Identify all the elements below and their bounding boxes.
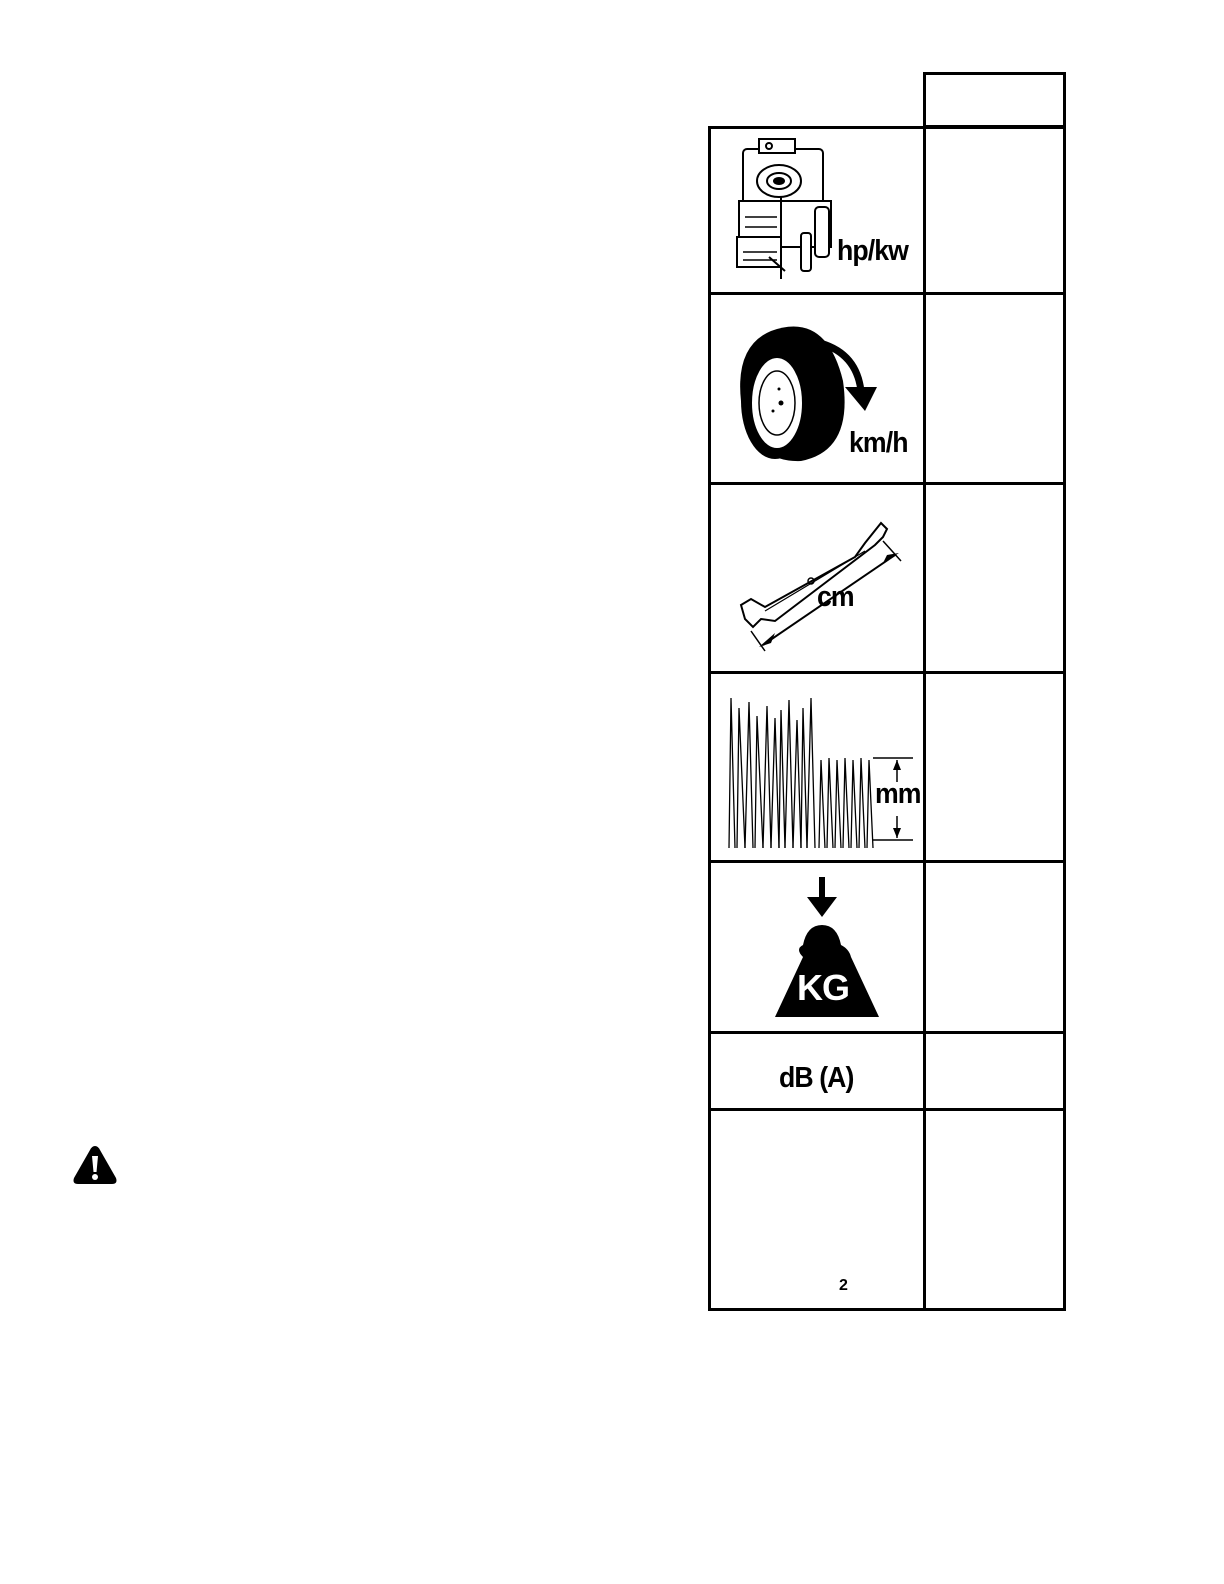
weight-label: KG bbox=[797, 967, 849, 1008]
engine-value-cell bbox=[923, 126, 1066, 295]
noise-unit: dB (A) bbox=[779, 1062, 854, 1094]
speed-unit: km/h bbox=[849, 427, 908, 459]
engine-power-unit: hp/kw bbox=[837, 235, 908, 267]
speed-value-cell bbox=[923, 292, 1066, 485]
grass-height-icon bbox=[723, 688, 923, 858]
speed-row-label bbox=[708, 292, 925, 485]
engine-icon bbox=[729, 137, 849, 287]
noise-row-label bbox=[708, 1031, 925, 1111]
noise-value-cell bbox=[923, 1031, 1066, 1111]
cut-height-value-cell bbox=[923, 671, 1066, 863]
blank-row-label bbox=[708, 1108, 925, 1311]
blade-value-cell bbox=[923, 482, 1066, 674]
weight-row-label bbox=[708, 860, 925, 1034]
warning-triangle-icon bbox=[72, 1144, 118, 1186]
cut-height-row-label bbox=[708, 671, 925, 863]
cut-height-unit: mm bbox=[875, 778, 921, 810]
blade-row-label bbox=[708, 482, 925, 674]
page-number: 2 bbox=[839, 1277, 848, 1294]
engine-row-label bbox=[708, 126, 925, 295]
weight-value-cell bbox=[923, 860, 1066, 1034]
blade-width-unit: cm bbox=[817, 581, 854, 613]
blank-value-cell bbox=[923, 1108, 1066, 1311]
table-header-cell bbox=[923, 72, 1066, 128]
